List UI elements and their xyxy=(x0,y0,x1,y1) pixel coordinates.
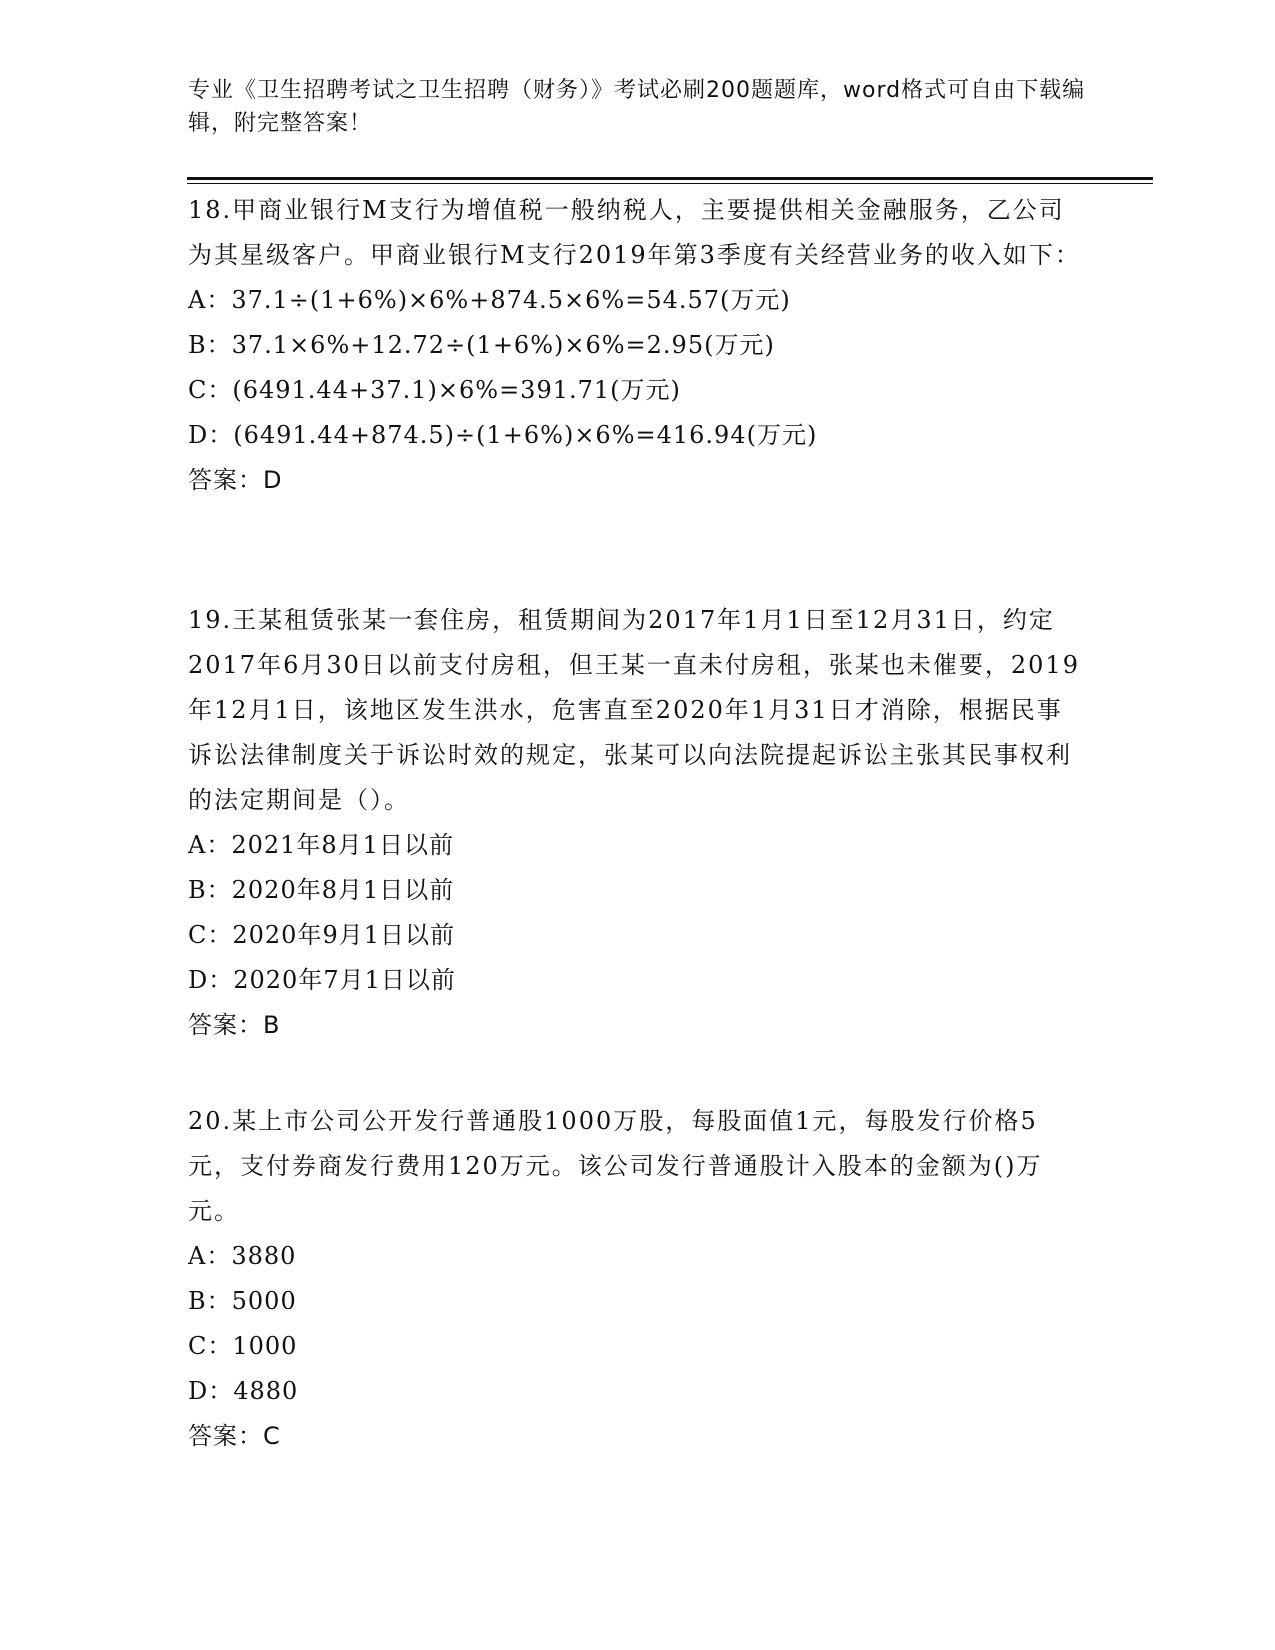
question-stem: 20.某上市公司公开发行普通股1000万股，每股面值1元，每股发行价格5元，支付券商发行费用120万元。该公司发行普通股计入股本的金额为()万元。 xyxy=(188,1107,1043,1225)
question-stem: 19.王某租赁张某一套住房，租赁期间为2017年1月1日至12月31日，约定2017年6月30日以前支付房租，但王某一直未付房租，张某也未催要，2019年12月1日，该地区发生洪水，危害直至2020年1月31日才消除，根据民事诉讼法律制度关于诉讼时效的规定，张某可以向法院提起诉讼主张其民事权利的法定期间是（）。 xyxy=(188,606,1080,814)
question-20 xyxy=(188,1099,1088,1459)
option-a: A：2021年8月1日以前 xyxy=(188,831,454,859)
option-c: C：(6491.44+37.1)×6%=391.71(万元) xyxy=(188,376,681,404)
question-19 xyxy=(188,598,1088,1048)
option-a: A：37.1÷(1+6%)×6%+874.5×6%=54.57(万元) xyxy=(188,286,791,314)
option-c: C：2020年9月1日以前 xyxy=(188,921,455,949)
question-stem: 18.甲商业银行M支行为增值税一般纳税人，主要提供相关金融服务，乙公司为其星级客户。甲商业银行M支行2019年第3季度有关经营业务的收入如下： xyxy=(188,196,1081,269)
header-divider-thick xyxy=(187,177,1153,180)
option-b: B：37.1×6%+12.72÷(1+6%)×6%=2.95(万元) xyxy=(188,331,775,359)
question-18 xyxy=(188,188,1088,503)
option-c: C：1000 xyxy=(188,1332,298,1360)
option-d: D：4880 xyxy=(188,1377,299,1405)
option-d: D：(6491.44+874.5)÷(1+6%)×6%=416.94(万元) xyxy=(188,421,818,449)
option-b: B：5000 xyxy=(188,1287,297,1315)
answer-label: 答案：B xyxy=(188,1011,281,1039)
option-a: A：3880 xyxy=(188,1242,297,1270)
answer-label: 答案：C xyxy=(188,1422,281,1450)
option-b: B：2020年8月1日以前 xyxy=(188,876,455,904)
option-d: D：2020年7月1日以前 xyxy=(188,966,456,994)
header-divider-thin xyxy=(187,183,1153,184)
answer-label: 答案：D xyxy=(188,466,283,494)
document-header: 专业《卫生招聘考试之卫生招聘（财务）》考试必刷200题题库，word格式可自由下载编辑，附完整答案！ xyxy=(188,78,1086,136)
